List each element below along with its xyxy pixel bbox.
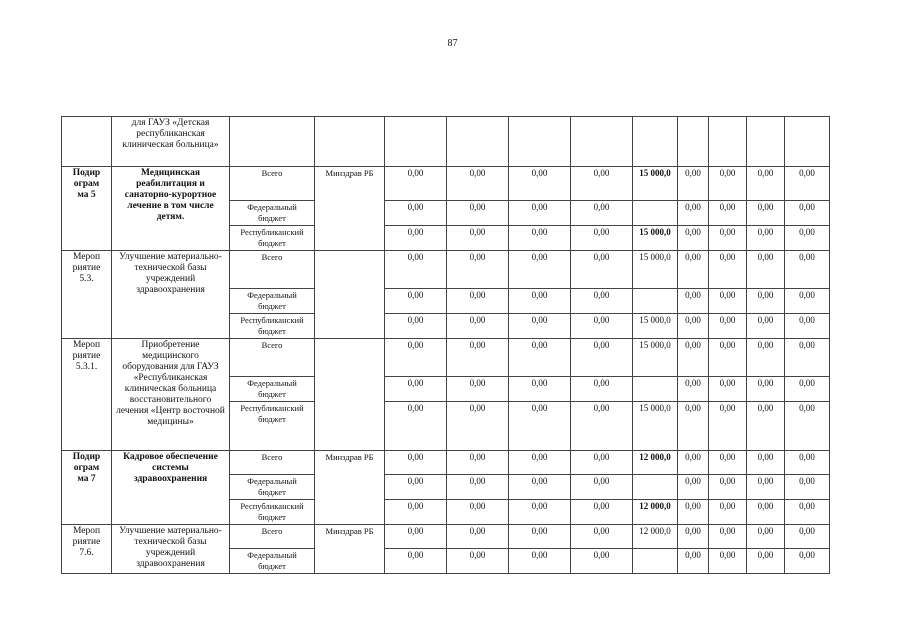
value-cell: [747, 117, 785, 167]
value-cell: 0,00: [678, 314, 709, 339]
code-line: ма 7: [77, 474, 96, 484]
value-cell: 0,00: [747, 377, 785, 402]
value-cell: 0,00: [785, 251, 830, 289]
value-cell: 0,00: [447, 451, 509, 475]
code-line: риятие: [72, 351, 101, 361]
value-cell: 0,00: [785, 500, 830, 525]
table-body: [62, 117, 830, 574]
value-cell: [633, 377, 678, 402]
value-cell: [509, 117, 571, 167]
value-cell: 0,00: [747, 251, 785, 289]
value-cell: 0,00: [785, 201, 830, 226]
executor-cell: [315, 251, 385, 339]
executor-cell: [315, 117, 385, 167]
table-row: [62, 339, 830, 377]
value-cell: 0,00: [747, 314, 785, 339]
value-cell: 0,00: [385, 525, 447, 549]
executor-cell: Минздрав РБ: [315, 451, 385, 525]
code-cell: [62, 525, 112, 574]
value-cell: 15 000,0: [633, 314, 678, 339]
value-cell: 0,00: [385, 549, 447, 574]
funding-source-cell: Всего: [230, 251, 315, 289]
value-cell: 0,00: [785, 226, 830, 251]
value-cell: 0,00: [785, 549, 830, 574]
value-cell: 0,00: [447, 549, 509, 574]
table-row: [62, 251, 830, 289]
value-cell: 0,00: [447, 167, 509, 201]
value-cell: 0,00: [571, 314, 633, 339]
value-cell: 0,00: [709, 525, 747, 549]
funding-source-cell: Федеральный бюджет: [230, 201, 315, 226]
funding-source-cell: Республиканский бюджет: [230, 402, 315, 451]
value-cell: 0,00: [678, 167, 709, 201]
value-cell: 0,00: [747, 402, 785, 451]
value-cell: 0,00: [509, 475, 571, 500]
value-cell: [571, 117, 633, 167]
value-cell: 0,00: [678, 500, 709, 525]
value-cell: 0,00: [509, 167, 571, 201]
program-name-cell: Приобретение медицинского оборудования для ГАУЗ «Республиканская клиническая больница восстановительного лечения «Центр восточной медицины»: [112, 339, 230, 451]
executor-cell: [315, 339, 385, 451]
value-cell: 0,00: [571, 402, 633, 451]
value-cell: 0,00: [571, 201, 633, 226]
program-name-cell: Улучшение материально-технической базы учреждений здравоохранения: [112, 251, 230, 339]
value-cell: 0,00: [385, 339, 447, 377]
value-cell: 0,00: [385, 314, 447, 339]
value-cell: 0,00: [678, 549, 709, 574]
value-cell: 0,00: [385, 167, 447, 201]
program-name-cell: для ГАУЗ «Детская республиканская клиническая больница»: [112, 117, 230, 167]
value-cell: 0,00: [709, 289, 747, 314]
value-cell: 0,00: [509, 201, 571, 226]
code-line: ма 5: [77, 190, 96, 200]
value-cell: 0,00: [385, 500, 447, 525]
value-cell: [633, 549, 678, 574]
code-line: 5.3.: [79, 274, 94, 284]
value-cell: [633, 475, 678, 500]
value-cell: 0,00: [747, 549, 785, 574]
funding-source-cell: Всего: [230, 167, 315, 201]
code-line: Мероп: [72, 340, 101, 350]
value-cell: 0,00: [678, 251, 709, 289]
value-cell: 0,00: [509, 451, 571, 475]
value-cell: 0,00: [678, 475, 709, 500]
value-cell: 0,00: [447, 500, 509, 525]
value-cell: 0,00: [571, 167, 633, 201]
program-name-cell: Кадровое обеспечение системы здравоохранения: [112, 451, 230, 525]
code-cell: [62, 167, 112, 251]
value-cell: 0,00: [747, 226, 785, 251]
funding-source-cell: Федеральный бюджет: [230, 475, 315, 500]
table-row: [62, 451, 830, 475]
value-cell: 0,00: [747, 289, 785, 314]
value-cell: [385, 117, 447, 167]
value-cell: 0,00: [785, 475, 830, 500]
code-cell: [62, 451, 112, 525]
code-line: Подир: [72, 452, 101, 462]
value-cell: 0,00: [678, 451, 709, 475]
value-cell: 15 000,0: [633, 339, 678, 377]
value-cell: 0,00: [747, 339, 785, 377]
value-cell: 0,00: [709, 251, 747, 289]
value-cell: 0,00: [678, 339, 709, 377]
value-cell: [447, 117, 509, 167]
code-line: Мероп: [72, 526, 101, 536]
code-line: 7.6.: [79, 548, 94, 558]
value-cell: 0,00: [785, 377, 830, 402]
value-cell: 0,00: [509, 339, 571, 377]
executor-cell: Минздрав РБ: [315, 525, 385, 574]
code-cell: [62, 251, 112, 339]
value-cell: 0,00: [709, 314, 747, 339]
value-cell: 0,00: [509, 289, 571, 314]
value-cell: 0,00: [747, 451, 785, 475]
value-cell: 0,00: [709, 226, 747, 251]
funding-source-cell: Федеральный бюджет: [230, 549, 315, 574]
value-cell: 0,00: [785, 167, 830, 201]
table-row: [62, 117, 830, 167]
value-cell: 0,00: [571, 500, 633, 525]
value-cell: 15 000,0: [633, 402, 678, 451]
value-cell: 0,00: [385, 475, 447, 500]
value-cell: 0,00: [678, 402, 709, 451]
value-cell: 0,00: [447, 289, 509, 314]
value-cell: 0,00: [447, 402, 509, 451]
program-name-cell: Медицинская реабилитация и санаторно-курортное лечение в том числе детям.: [112, 167, 230, 251]
value-cell: 0,00: [571, 377, 633, 402]
value-cell: 0,00: [509, 226, 571, 251]
value-cell: 0,00: [785, 339, 830, 377]
value-cell: 0,00: [678, 201, 709, 226]
value-cell: 0,00: [709, 500, 747, 525]
value-cell: 0,00: [571, 525, 633, 549]
value-cell: 0,00: [709, 377, 747, 402]
value-cell: 0,00: [509, 500, 571, 525]
value-cell: [678, 117, 709, 167]
value-cell: 15 000,0: [633, 226, 678, 251]
value-cell: 0,00: [785, 451, 830, 475]
value-cell: 0,00: [447, 377, 509, 402]
funding-source-cell: Всего: [230, 525, 315, 549]
value-cell: 0,00: [509, 525, 571, 549]
value-cell: 0,00: [571, 475, 633, 500]
value-cell: 0,00: [571, 226, 633, 251]
table-row: [62, 525, 830, 549]
code-cell: [62, 339, 112, 451]
value-cell: 0,00: [385, 226, 447, 251]
value-cell: 0,00: [509, 549, 571, 574]
value-cell: 0,00: [785, 402, 830, 451]
value-cell: 0,00: [709, 402, 747, 451]
code-line: 5.3.1.: [75, 362, 98, 372]
code-line: огрaм: [73, 463, 100, 473]
funding-source-cell: Республиканский бюджет: [230, 226, 315, 251]
value-cell: 0,00: [678, 525, 709, 549]
value-cell: 0,00: [678, 289, 709, 314]
value-cell: 0,00: [447, 226, 509, 251]
code-line: Подир: [72, 168, 101, 178]
value-cell: 0,00: [447, 251, 509, 289]
value-cell: 0,00: [709, 201, 747, 226]
value-cell: 0,00: [385, 251, 447, 289]
code-line: риятие: [72, 263, 101, 273]
program-name-cell: Улучшение материально-технической базы учреждений здравоохранения: [112, 525, 230, 574]
funding-source-cell: Республиканский бюджет: [230, 500, 315, 525]
value-cell: 0,00: [571, 451, 633, 475]
code-line: риятие: [72, 537, 101, 547]
table-row: [62, 167, 830, 201]
funding-source-cell: Федеральный бюджет: [230, 289, 315, 314]
value-cell: 0,00: [747, 500, 785, 525]
value-cell: 0,00: [385, 451, 447, 475]
value-cell: 0,00: [747, 475, 785, 500]
value-cell: 0,00: [747, 201, 785, 226]
value-cell: 0,00: [709, 339, 747, 377]
value-cell: [633, 289, 678, 314]
value-cell: 0,00: [747, 525, 785, 549]
value-cell: 12 000,0: [633, 451, 678, 475]
value-cell: 0,00: [509, 402, 571, 451]
funding-source-cell: Федеральный бюджет: [230, 377, 315, 402]
value-cell: 0,00: [447, 201, 509, 226]
value-cell: 0,00: [571, 549, 633, 574]
funding-source-cell: Всего: [230, 339, 315, 377]
value-cell: 0,00: [709, 549, 747, 574]
value-cell: 0,00: [709, 475, 747, 500]
value-cell: 0,00: [678, 377, 709, 402]
value-cell: 0,00: [447, 314, 509, 339]
value-cell: 0,00: [785, 525, 830, 549]
value-cell: 0,00: [509, 314, 571, 339]
value-cell: [785, 117, 830, 167]
code-cell: [62, 117, 112, 167]
value-cell: [633, 117, 678, 167]
value-cell: 0,00: [385, 402, 447, 451]
funding-source-cell: Республиканский бюджет: [230, 314, 315, 339]
value-cell: 15 000,0: [633, 167, 678, 201]
page-number: 87: [447, 38, 458, 49]
value-cell: 0,00: [571, 289, 633, 314]
value-cell: 0,00: [709, 167, 747, 201]
value-cell: 0,00: [785, 314, 830, 339]
value-cell: 0,00: [447, 339, 509, 377]
value-cell: 0,00: [447, 475, 509, 500]
value-cell: 0,00: [709, 451, 747, 475]
value-cell: 0,00: [509, 251, 571, 289]
value-cell: 0,00: [785, 289, 830, 314]
value-cell: 0,00: [747, 167, 785, 201]
code-line: огрaм: [73, 179, 100, 189]
value-cell: [633, 201, 678, 226]
executor-cell: Минздрав РБ: [315, 167, 385, 251]
code-line: Мероп: [72, 252, 101, 262]
value-cell: 0,00: [571, 339, 633, 377]
value-cell: 15 000,0: [633, 251, 678, 289]
budget-table: [61, 116, 830, 574]
value-cell: 12 000,0: [633, 525, 678, 549]
value-cell: 0,00: [385, 201, 447, 226]
value-cell: 0,00: [571, 251, 633, 289]
funding-source-cell: Всего: [230, 451, 315, 475]
value-cell: 0,00: [678, 226, 709, 251]
value-cell: 0,00: [385, 289, 447, 314]
value-cell: 12 000,0: [633, 500, 678, 525]
value-cell: 0,00: [509, 377, 571, 402]
value-cell: [709, 117, 747, 167]
source-cell: [230, 117, 315, 167]
value-cell: 0,00: [385, 377, 447, 402]
value-cell: 0,00: [447, 525, 509, 549]
